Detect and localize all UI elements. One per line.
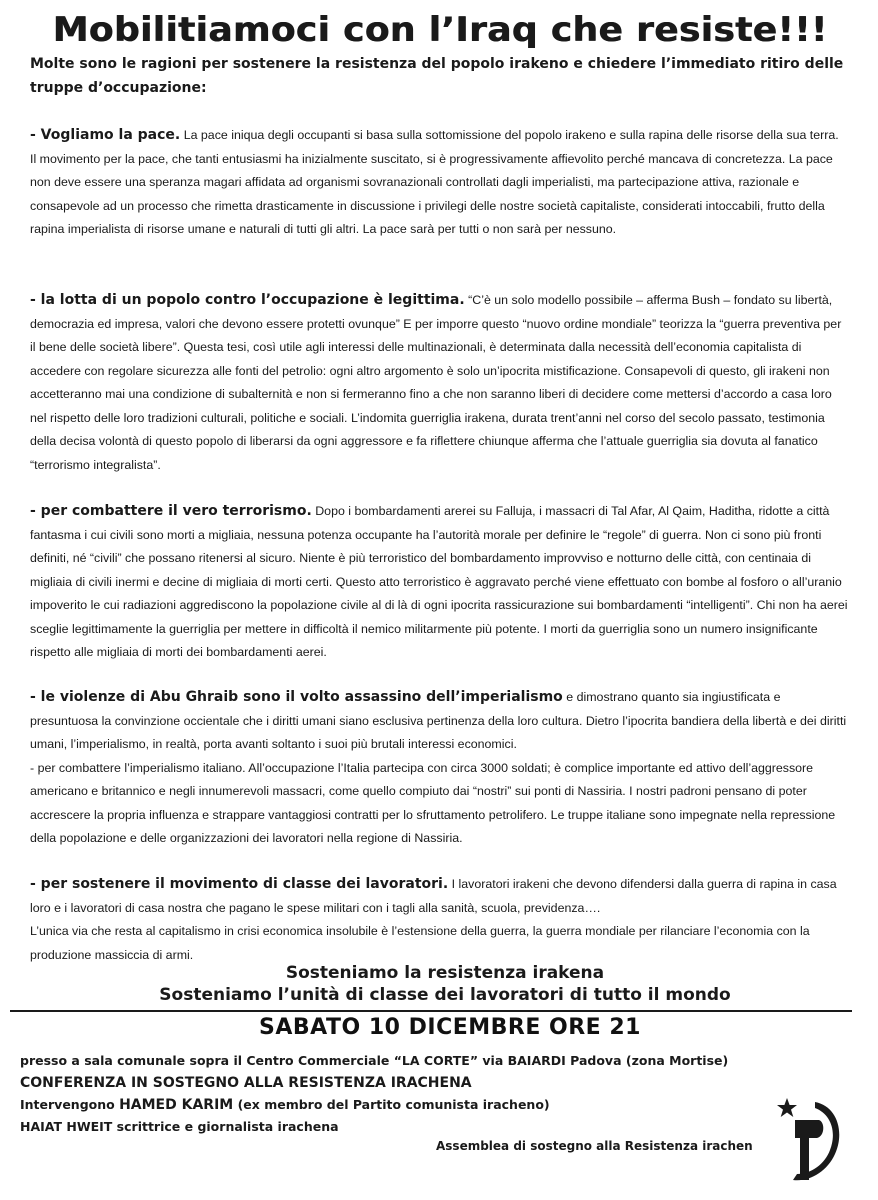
speaker-1-role: (ex membro del Partito comunista iracheno) (237, 1097, 550, 1112)
section-heading: - per combattere il vero terrorismo. (30, 503, 312, 519)
flyer-title: Mobilitiamoci con l’Iraq che resiste!!! (52, 10, 828, 50)
star-icon (777, 1098, 797, 1117)
section-text: La pace iniqua degli occupanti si basa sulla sottomissione del popolo irakeno e sulla rapina delle risorse della sua terra. Il movimento per la pace, che tanti entusiasmi ha inizialmente suscitato, si è progressivamente affievolito perché mancava di concretezza. La pace non deve essere una speranza magari affidata ad organismi sovranazionali controllati dagli imperialisti, ma partecipazione attiva, razionale e consapevole ad un processo che rimetta drasticamente in discussione i privilegi delle nostre società capitaliste, considerati intoccabili, frutto della rapina imperialista di risorse umane e naturali di tutti gli altri. La pace sarà per tutti o non sarà per nessuno. (30, 128, 839, 236)
section-text: I lavoratori irakeni che devono difendersi dalla guerra di rapina in casa loro e i lavoratori di casa nostra che pagano le spese militari con i tagli alla sanità, scuola, previdenza…. (30, 877, 837, 915)
divider-line (10, 1010, 852, 1012)
event-conference: CONFERENZA IN SOSTEGNO ALLA RESISTENZA IRACHENA (20, 1075, 472, 1091)
section-peace (30, 124, 848, 242)
section-heading: - Vogliamo la pace. (30, 127, 181, 143)
slogan-class-unity: Sosteniamo l’unità di classe dei lavoratori di tutto il mondo (159, 985, 731, 1005)
hammer-head-icon (795, 1120, 823, 1138)
section-workers (30, 873, 848, 967)
speaker-1-name: HAMED KARIM (119, 1097, 234, 1113)
section-text: “C’è un solo modello possibile – afferma Bush – fondato su libertà, democrazia ed impresa, valori che devono essere protetti ovunque” E per imporre questo “nuovo ordine mondiale” teorizza la “guerra preventiva per il bene delle società libere”. Questa tesi, così utile agli interessi delle multinazionali, è determinata dalla necessità dell’economia capitalista di accedere con regolare sicurezza alle fonti del petrolio: ogni altro argomento è solo un’ipocrita mistificazione. Consapevoli di questo, gli irakeni non accetteranno mai una condizione di subalternità e non si fermeranno fino a che non saranno liberi di decidere come mettersi d’accordo a casa loro nel rispetto delle loro tradizioni culturali, politiche e sociali. L’indomita guerriglia irakena, durata trent’anni nel corso del secolo passato, testimonia della decisa volontà di questo popolo di liberarsi da ogni aggressore e fa riflettere chiunque afferma che l’attuale guerriglia sia dovuta al fanatico “terrorismo integralista”. (30, 293, 842, 472)
section-heading: - per sostenere il movimento di classe dei lavoratori. (30, 876, 449, 892)
section-heading: - la lotta di un popolo contro l’occupazione è legittima. (30, 292, 465, 308)
event-date: SABATO 10 DICEMBRE ORE 21 (259, 1015, 641, 1040)
intro-text: Molte sono le ragioni per sostenere la resistenza del popolo irakeno e chiedere l’immediato ritiro delle truppe d’occupazione: (30, 56, 844, 96)
section-extra-text: L’unica via che resta al capitalismo in crisi economica insolubile è l’estensione della guerra, la guerra mondiale per rilanciare l’economia con la produzione massiccia di armi. (30, 924, 810, 962)
speakers-intro: Intervengono (20, 1097, 115, 1112)
section-text: e dimostrano quanto sia ingiustificata e presuntuosa la convinzione occientale che i diritti umani siano esclusiva pertinenza della loro cultura. Dietro l’ipocrita bandiera della libertà e dei diritti umani, l’imperialismo, in realtà, porta avanti soltanto i suoi più brutali interessi economici. (30, 690, 847, 751)
organizer: Assemblea di sostegno alla Resistenza irachen (436, 1139, 753, 1153)
event-speaker-1 (20, 1094, 790, 1116)
section-legitimate-struggle (30, 289, 848, 477)
event-venue: presso a sala comunale sopra il Centro Commerciale “LA CORTE” via BAIARDI Padova (zona Mortise) (20, 1053, 729, 1068)
section-abu-ghraib (30, 686, 848, 851)
slogan-resistance: Sosteniamo la resistenza irakena (285, 963, 605, 983)
slogans (60, 962, 830, 1006)
event-details (20, 1050, 790, 1138)
section-text: Dopo i bombardamenti arerei su Falluja, i massacri di Tal Afar, Al Qaim, Haditha, ridotte a città fantasma i cui civili sono morti a migliaia, nessuna potenza occupante ha l’autorità morale per definire le “regole” di guerra. Non ci sono più fronti definiti, né “civili” che possano ritenersi al sicuro. Niente è più terroristico del bombardamento improvviso e notturno delle città, con centinaia di migliaia di civili inermi e decine di migliaia di morti certi. Questo atto terroristico è aggravato perché viene effettuato con bombe al fosforo o all’uranio impoverito le cui radiazioni aggrediscono la popolazione civile al di là di ogni ipocrita rassicurazione sui bombardamenti “intelligenti”. Chi non ha aerei sceglie legittimamente la guerriglia per mettere in difficoltà il nemico militarmente più potente. I morti da guerriglia sono un numero insignificante rispetto alle migliaia di morti dei bombardamenti aerei. (30, 504, 848, 659)
event-speaker-2: HAIAT HWEIT scrittrice e giornalista irachena (20, 1119, 339, 1134)
section-terrorism (30, 500, 848, 665)
hammer-sickle-star-logo-icon (775, 1092, 845, 1192)
section-extra-text: - per combattere l’imperialismo italiano. All’occupazione l’Italia partecipa con circa 3000 soldati; è complice importante ed attivo dell’aggressore americano e britannico e negli innumerevoli massacri, come quello compiuto dai “nostri” sui ponti di Nassiria. I nostri padroni pensano di poter accrescere la propria influenza e strappare vantaggiosi contratti per lo sfruttamento petrolifero. Le truppe italiane sono impegnate nella repressione della popolazione e delle organizzazioni dei lavoratori nella regione di Nassiria. (30, 760, 836, 845)
sickle-icon (793, 1102, 839, 1180)
section-heading: - le violenze di Abu Ghraib sono il volto assassino dell’imperialismo (30, 689, 563, 705)
